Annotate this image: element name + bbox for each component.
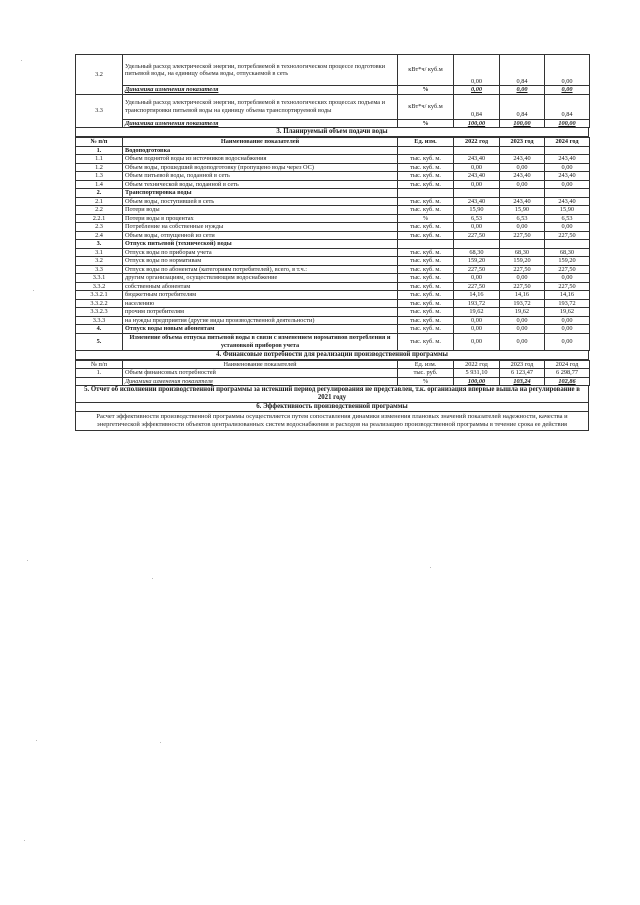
row-value-2024: 0,00	[545, 333, 590, 350]
scan-speck	[36, 740, 37, 741]
row-value-2022: 14,16	[454, 291, 500, 300]
row-unit: кВт*ч/ куб.м	[398, 94, 454, 119]
row-number: 2.4	[76, 231, 123, 240]
row-number: 1.	[76, 369, 123, 378]
row-unit	[398, 189, 454, 198]
table-row	[76, 223, 590, 232]
row-name: Отпуск питьевой (технической) воды	[123, 240, 398, 249]
row-value-2024: 0,00	[545, 180, 590, 189]
row-number: 3.3	[76, 94, 123, 128]
row-value-2023: 0,00	[500, 333, 545, 350]
table-row	[76, 248, 590, 257]
row-number: 2.2.1	[76, 214, 123, 223]
row-name: Удельный расход электрической энергии, потребляемой в технологических процессах подъема и транспортировки питьевой воды на единицу объема транспортируемой воды	[123, 94, 398, 119]
scan-speck	[21, 60, 22, 61]
scan-speck	[24, 840, 25, 841]
row-value-2024: 100,00	[545, 119, 590, 128]
row-value-2022: 0,00	[454, 163, 500, 172]
table-row	[76, 206, 590, 215]
header-2024: 2024 год	[545, 360, 590, 369]
row-name: Объем воды, отпущенной из сети	[123, 231, 398, 240]
row-value-2023: 159,20	[500, 257, 545, 266]
row-value-2023: 0,84	[500, 55, 545, 86]
row-value-2022: 0,00	[454, 333, 500, 350]
header-2022: 2022 год	[454, 360, 500, 369]
table-row	[76, 146, 590, 155]
row-unit: тыс. куб. м.	[398, 265, 454, 274]
water-volume-table	[75, 137, 590, 351]
top-table	[75, 54, 590, 128]
table-row	[76, 119, 590, 128]
row-value-2022: 15,90	[454, 206, 500, 215]
row-value-2023: 243,40	[500, 172, 545, 181]
scan-speck	[152, 578, 153, 579]
row-name: Потребление на собственные нужды	[123, 223, 398, 232]
table-row	[76, 180, 590, 189]
row-unit: тыс. куб. м.	[398, 325, 454, 334]
row-unit: тыс. куб. м.	[398, 180, 454, 189]
row-value-2024: 243,40	[545, 172, 590, 181]
row-name: Объем поднятой воды из источников водоснабжения	[123, 155, 398, 164]
row-name: Объем питьевой воды, поданной в сеть	[123, 172, 398, 181]
header-2022: 2022 год	[454, 138, 500, 147]
row-value-2023: 227,50	[500, 265, 545, 274]
row-unit: тыс. куб. м.	[398, 316, 454, 325]
row-value-2022: 19,62	[454, 308, 500, 317]
table-row	[76, 299, 590, 308]
header-name: Наименование показателей	[123, 360, 398, 369]
row-name: Динамика изменения показателя	[123, 86, 398, 95]
row-value-2022: 227,50	[454, 265, 500, 274]
row-value-2023: 193,72	[500, 299, 545, 308]
row-unit: тыс. куб. м.	[398, 299, 454, 308]
header-2023: 2023 год	[500, 138, 545, 147]
row-name: Удельный расход электрической энергии, потребляемой в технологическом процессе подготовки питьевой воды, на единицу объема воды, отпускаемой в сеть	[123, 55, 398, 86]
row-number: 5.	[76, 333, 123, 350]
row-value-2023: 0,00	[500, 316, 545, 325]
row-value-2022: 243,40	[454, 155, 500, 164]
row-unit: тыс. куб. м.	[398, 172, 454, 181]
row-value-2022: 0,00	[454, 274, 500, 283]
row-value-2022: 100,00	[454, 377, 500, 386]
row-value-2022: 0,00	[454, 223, 500, 232]
table-row	[76, 163, 590, 172]
row-unit: тыс. куб. м.	[398, 274, 454, 283]
section-5-report: 5. Отчет об исполнении производственной программы за истекший период регулирования не представлен, т.к. организация впервые вышла на регулирование в 2021 году	[75, 386, 589, 403]
row-value-2022	[454, 146, 500, 155]
section-6-text: Расчет эффективности производственной программы осуществляется путем сопоставления динамики изменения плановых значений показателей надежности, качества и энергетической эффективности объектов централизованных систем водоснабжения и расходов на реализацию производственной программы в течение срока ее действия	[75, 412, 589, 431]
row-value-2023: 0,84	[500, 94, 545, 119]
row-unit: %	[398, 214, 454, 223]
row-value-2023: 243,40	[500, 197, 545, 206]
row-value-2024: 6 298,77	[545, 369, 590, 378]
row-value-2023: 0,00	[500, 325, 545, 334]
row-value-2022: 0,00	[454, 86, 500, 95]
row-value-2023: 6 123,47	[500, 369, 545, 378]
row-value-2023: 0,00	[500, 163, 545, 172]
row-value-2024: 68,30	[545, 248, 590, 257]
row-unit: тыс. руб.	[398, 369, 454, 378]
row-value-2022: 5 931,10	[454, 369, 500, 378]
row-name: бюджетным потребителям	[123, 291, 398, 300]
row-value-2024: 0,00	[545, 223, 590, 232]
row-value-2024: 227,50	[545, 231, 590, 240]
row-value-2024: 243,40	[545, 155, 590, 164]
row-value-2024	[545, 240, 590, 249]
row-value-2024: 227,50	[545, 265, 590, 274]
row-value-2022: 243,40	[454, 172, 500, 181]
row-number: 2.2	[76, 206, 123, 215]
row-number: 3.3.3	[76, 316, 123, 325]
row-value-2024: 0,00	[545, 86, 590, 95]
header-2023: 2023 год	[500, 360, 545, 369]
table-row	[76, 291, 590, 300]
row-name: Изменение объема отпуска питьевой воды в связи с изменением нормативов потребления и установкой приборов учета	[123, 333, 398, 350]
row-name: Отпуск воды по нормативам	[123, 257, 398, 266]
row-name: собственным абонентам	[123, 282, 398, 291]
row-unit: тыс. куб. м.	[398, 248, 454, 257]
row-value-2022: 100,00	[454, 119, 500, 128]
row-unit: тыс. куб. м.	[398, 257, 454, 266]
table-row	[76, 214, 590, 223]
row-name: Отпуск воды новым абонентам	[123, 325, 398, 334]
header-num: № п/п	[76, 360, 123, 369]
table-row	[76, 86, 590, 95]
table-row	[76, 274, 590, 283]
row-value-2022	[454, 189, 500, 198]
row-value-2024: 0,00	[545, 325, 590, 334]
row-value-2024: 243,40	[545, 197, 590, 206]
row-unit: %	[398, 86, 454, 95]
row-unit: тыс. куб. м.	[398, 163, 454, 172]
row-name: Динамика изменения показателя	[123, 377, 398, 386]
table-row	[76, 172, 590, 181]
row-value-2024: 6,53	[545, 214, 590, 223]
table-row	[76, 94, 590, 119]
table-row	[76, 316, 590, 325]
row-number: 2.	[76, 189, 123, 198]
row-number: 3.3	[76, 265, 123, 274]
row-number: 3.3.2.3	[76, 308, 123, 317]
row-value-2022: 0,00	[454, 180, 500, 189]
scan-speck	[160, 742, 161, 743]
header-2024: 2024 год	[545, 138, 590, 147]
row-number: 3.3.2	[76, 282, 123, 291]
finance-table	[75, 360, 590, 387]
row-name: Объем технической воды, поданной в сеть	[123, 180, 398, 189]
row-number: 1.2	[76, 163, 123, 172]
table-row	[76, 369, 590, 378]
row-value-2023: 19,62	[500, 308, 545, 317]
row-value-2023: 227,50	[500, 282, 545, 291]
row-value-2022: 68,30	[454, 248, 500, 257]
row-value-2023	[500, 189, 545, 198]
row-value-2022: 243,40	[454, 197, 500, 206]
row-name: Транспортировка воды	[123, 189, 398, 198]
row-value-2023: 0,00	[500, 274, 545, 283]
header-num: № п/п	[76, 138, 123, 147]
row-name: Объем воды, прошедший водоподготовку (пропущено воды через ОС)	[123, 163, 398, 172]
table-row	[76, 325, 590, 334]
row-value-2022: 193,72	[454, 299, 500, 308]
row-value-2023: 227,50	[500, 231, 545, 240]
row-unit	[398, 240, 454, 249]
row-value-2024: 102,86	[545, 377, 590, 386]
row-unit: тыс. куб. м.	[398, 291, 454, 300]
row-value-2024: 14,16	[545, 291, 590, 300]
table-header-row	[76, 360, 590, 369]
row-value-2024: 15,90	[545, 206, 590, 215]
table-row	[76, 265, 590, 274]
row-name: Потери воды	[123, 206, 398, 215]
header-unit: Ед. изм.	[398, 360, 454, 369]
row-value-2024: 0,00	[545, 274, 590, 283]
row-value-2024: 0,00	[545, 55, 590, 86]
row-name: Отпуск воды по абонентам (категориям потребителей), всего, в т.ч.:	[123, 265, 398, 274]
row-unit: тыс. куб. м.	[398, 223, 454, 232]
row-value-2024	[545, 146, 590, 155]
row-number: 2.3	[76, 223, 123, 232]
row-value-2023: 15,90	[500, 206, 545, 215]
row-value-2023: 0,00	[500, 86, 545, 95]
section-3-title: 3. Планируемый объем подачи воды	[75, 128, 589, 137]
table-row	[76, 240, 590, 249]
row-value-2024	[545, 189, 590, 198]
row-unit: тыс. куб. м.	[398, 155, 454, 164]
row-name: прочим потребителям	[123, 308, 398, 317]
row-value-2024: 159,20	[545, 257, 590, 266]
row-value-2023: 0,00	[500, 223, 545, 232]
row-number: 3.3.1	[76, 274, 123, 283]
section-6-title: 6. Эффективность производственной программы	[75, 403, 589, 412]
row-number	[76, 377, 123, 386]
row-value-2023: 6,53	[500, 214, 545, 223]
row-value-2023: 243,40	[500, 155, 545, 164]
table-row	[76, 197, 590, 206]
row-name: Объем воды, поступившей в сеть	[123, 197, 398, 206]
row-number: 2.1	[76, 197, 123, 206]
row-value-2024: 193,72	[545, 299, 590, 308]
row-value-2024: 227,50	[545, 282, 590, 291]
row-number: 4.	[76, 325, 123, 334]
row-value-2023	[500, 146, 545, 155]
table-row	[76, 231, 590, 240]
row-value-2022	[454, 240, 500, 249]
document-page	[75, 54, 589, 431]
row-unit: тыс. куб. м.	[398, 308, 454, 317]
row-value-2023: 68,30	[500, 248, 545, 257]
row-number: 3.2	[76, 257, 123, 266]
table-row	[76, 189, 590, 198]
table-row	[76, 308, 590, 317]
row-name: Потери воды в процентах	[123, 214, 398, 223]
row-unit: тыс. куб. м.	[398, 206, 454, 215]
row-unit: тыс. куб. м.	[398, 333, 454, 350]
table-row	[76, 55, 590, 86]
row-value-2024: 0,00	[545, 316, 590, 325]
row-value-2023: 103,24	[500, 377, 545, 386]
row-unit: тыс. куб. м.	[398, 197, 454, 206]
header-name: Наименование показателей	[123, 138, 398, 147]
row-name: Объем финансовых потребностей	[123, 369, 398, 378]
table-row	[76, 333, 590, 350]
row-name: на нужды предприятия (другие виды производственной деятельности)	[123, 316, 398, 325]
row-number: 1.3	[76, 172, 123, 181]
scan-speck	[430, 567, 431, 568]
row-value-2022: 0,00	[454, 316, 500, 325]
row-number: 3.3.2.2	[76, 299, 123, 308]
table-header-row	[76, 138, 590, 147]
section-4-title: 4. Финансовые потребности для реализации производственной программы	[75, 351, 589, 360]
row-number: 1.4	[76, 180, 123, 189]
row-name: Отпуск воды по приборам учета	[123, 248, 398, 257]
row-value-2022: 227,50	[454, 231, 500, 240]
row-value-2024: 19,62	[545, 308, 590, 317]
row-unit: тыс. куб. м.	[398, 282, 454, 291]
row-value-2022: 0,00	[454, 325, 500, 334]
scan-speck	[33, 290, 34, 291]
row-name: населению	[123, 299, 398, 308]
row-unit	[398, 146, 454, 155]
row-unit: тыс. куб. м.	[398, 231, 454, 240]
table-row	[76, 257, 590, 266]
row-value-2023: 0,00	[500, 180, 545, 189]
row-unit: кВт*ч/ куб.м	[398, 55, 454, 86]
row-number: 3.2	[76, 55, 123, 95]
row-value-2023	[500, 240, 545, 249]
row-value-2022: 0,84	[454, 94, 500, 119]
row-value-2023: 100,00	[500, 119, 545, 128]
row-number: 1.1	[76, 155, 123, 164]
table-row	[76, 282, 590, 291]
scan-speck	[27, 560, 28, 561]
row-number: 3.1	[76, 248, 123, 257]
row-value-2022: 0,00	[454, 55, 500, 86]
header-unit: Ед. изм.	[398, 138, 454, 147]
row-value-2023: 14,16	[500, 291, 545, 300]
row-value-2024: 0,00	[545, 163, 590, 172]
row-value-2022: 159,20	[454, 257, 500, 266]
row-number: 3.	[76, 240, 123, 249]
row-unit: %	[398, 119, 454, 128]
table-row	[76, 377, 590, 386]
row-name: Водоподготовка	[123, 146, 398, 155]
row-number: 1.	[76, 146, 123, 155]
table-row	[76, 155, 590, 164]
row-value-2022: 227,50	[454, 282, 500, 291]
row-value-2022: 6,53	[454, 214, 500, 223]
row-value-2024: 0,84	[545, 94, 590, 119]
row-number: 3.3.2.1	[76, 291, 123, 300]
row-name: другим организациям, осуществляющим водоснабжение	[123, 274, 398, 283]
row-name: Динамика изменения показателя	[123, 119, 398, 128]
row-unit: %	[398, 377, 454, 386]
